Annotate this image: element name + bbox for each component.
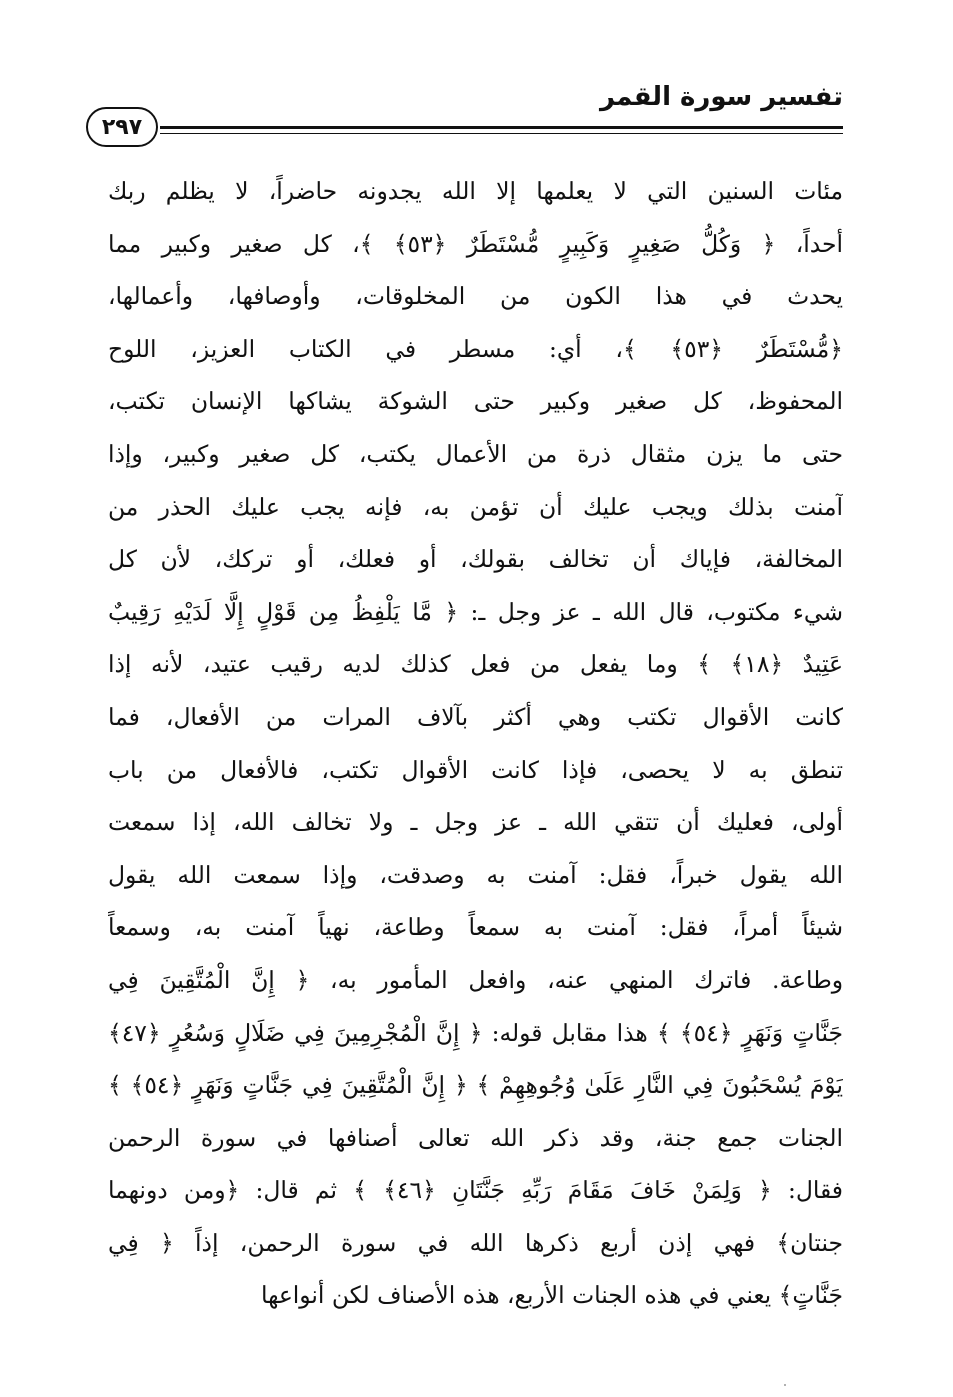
running-header-title: تفسير سورة القمر bbox=[599, 82, 843, 112]
text-line: جَنَّاتٍ﴾ يعني في هذه الجنات الأربع، هذه الأصناف لكن أنواعها bbox=[260, 1281, 843, 1310]
text-line: وطاعة. فاترك المنهي عنه، وافعل المأمور به، ﴿ إِنَّ الْمُتَّقِينَ فِي bbox=[108, 965, 843, 994]
text-line: جَنَّاتٍ وَنَهَرٍ ﴿٥٤﴾ ﴾ هذا مقابل قوله: ﴿ إِنَّ الْمُجْرِمِينَ فِي ضَلَالٍ وَسُعُرٍ ﴿٤٧﴾ bbox=[108, 1018, 843, 1047]
text-line: الجنات جمع جنة، وقد ذكر الله تعالى أصنافها في سورة الرحمن bbox=[108, 1123, 843, 1152]
text-line: الله يقول خبراً، فقل: آمنت به وصدقت، وإذا سمعت الله يقول bbox=[108, 860, 843, 889]
text-line: يحدث في هذا الكون من المخلوقات، وأوصافها، وأعمالها، bbox=[108, 282, 843, 311]
body-text bbox=[108, 165, 843, 1322]
text-line: المخالفة، فإياك أن تخالف بقولك، أو فعلك، أو تركك، لأن كل bbox=[108, 545, 843, 574]
text-line: ﴿مُّسْتَطَرٌ ﴿٥٣﴾ ﴾، أي: مسطر في الكتاب العزيز، اللوح bbox=[108, 334, 843, 363]
text-line: أحداً، ﴿ وَكُلُّ صَغِيرٍ وَكَبِيرٍ مُّسْتَطَرٌ ﴿٥٣﴾ ﴾، كل صغير وكبير مما bbox=[108, 229, 843, 258]
text-line: مئات السنين التي لا يعلمها إلا الله يجدونه حاضراً، لا يظلم ربك bbox=[108, 177, 843, 205]
text-line: عَتِيدٌ ﴿١٨﴾ ﴾ وما يفعل من فعل كذلك لديه رقيب عتيد، لأنه إذا bbox=[108, 650, 843, 679]
header-rule bbox=[160, 126, 843, 134]
text-line: آمنت بذلك ويجب عليك أن تؤمن به، فإنه يجب عليك الحذر من bbox=[108, 492, 843, 521]
text-line: شيء مكتوب، قال الله ـ عز وجل ـ: ﴿ مَّا يَلْفِظُ مِن قَوْلٍ إِلَّا لَدَيْهِ رَقِيبٌ bbox=[108, 597, 843, 626]
page-number: ٢٩٧ bbox=[86, 107, 158, 147]
text-line: كانت الأقوال تكتب وهي أكثر بآلاف المرات من الأفعال، فما bbox=[108, 702, 843, 731]
text-line: أولى، فعليك أن تتقي الله ـ عز وجل ـ ولا تخالف الله، إذا سمعت bbox=[108, 808, 843, 837]
text-line: تنطق به لا يحصى، فإذا كانت الأقوال تكتب، فالأفعال من باب bbox=[108, 755, 843, 784]
text-line: فقال: ﴿ وَلِمَنْ خَافَ مَقَامَ رَبِّهِ جَنَّتَانِ ﴿٤٦﴾ ﴾ ثم قال: ﴿ومن دونهما bbox=[108, 1176, 843, 1205]
text-line: يَوْمَ يُسْحَبُونَ فِي النَّارِ عَلَىٰ وُجُوهِهِمْ ﴾ ﴿ إِنَّ الْمُتَّقِينَ فِي جَنَّاتٍ وَنَهَرٍ ﴿٥٤﴾ ﴾ bbox=[108, 1071, 843, 1100]
text-line: شيئاً أمراً، فقل: آمنت به سمعاً وطاعة، نهياً آمنت به، وسمعاً bbox=[108, 913, 843, 942]
text-line: جنتان﴾ فهي إذن أربع ذكرها الله في سورة الرحمن، إذاً ﴿ فِي bbox=[108, 1228, 843, 1257]
scan-speck bbox=[784, 1384, 786, 1386]
text-line: المحفوظ، كل صغير وكبير حتى الشوكة يشاكها الإنسان تكتب، bbox=[108, 387, 843, 416]
text-line: حتى ما يزن مثقال ذرة من الأعمال يكتب، كل صغير وكبير، وإذا bbox=[108, 439, 843, 468]
